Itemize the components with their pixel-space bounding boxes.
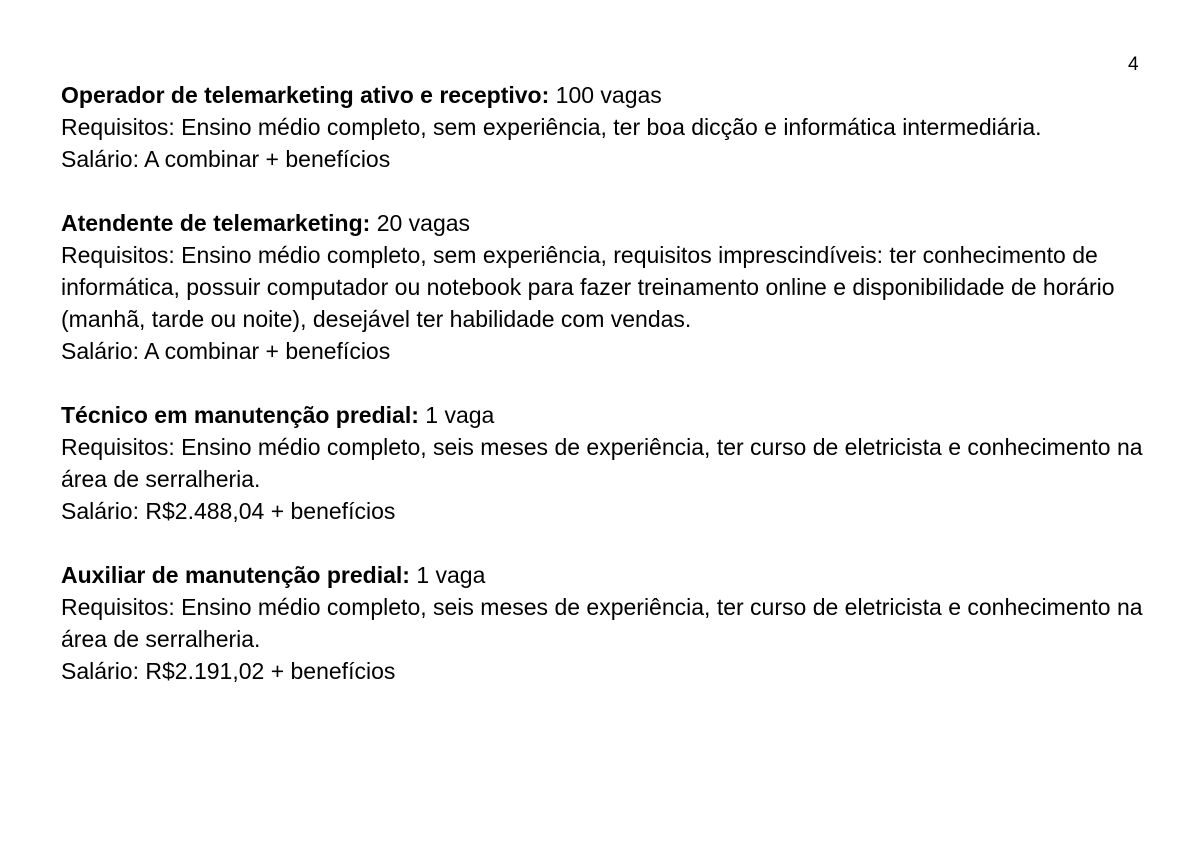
job-title-line bbox=[61, 207, 1161, 239]
job-salary: Salário: A combinar + benefícios bbox=[61, 146, 391, 172]
job-title: Atendente de telemarketing: bbox=[61, 210, 371, 236]
job-requirements: Requisitos: Ensino médio completo, sem experiência, ter boa dicção e informática intermediária. bbox=[61, 114, 1042, 140]
job-title-line bbox=[61, 559, 1161, 591]
job-title: Técnico em manutenção predial: bbox=[61, 402, 419, 428]
job-listing-maintenance-assistant bbox=[61, 559, 1161, 687]
job-openings: 100 vagas bbox=[555, 82, 662, 108]
job-openings: 1 vaga bbox=[425, 402, 495, 428]
job-listing-maintenance-technician bbox=[61, 399, 1161, 527]
job-listing-telemarketing-operator bbox=[61, 79, 1161, 175]
job-requirements: Requisitos: Ensino médio completo, seis meses de experiência, ter curso de eletricista e conhecimento na área de serralheria. bbox=[61, 594, 1143, 652]
job-salary: Salário: A combinar + benefícios bbox=[61, 338, 391, 364]
job-title-line bbox=[61, 399, 1161, 431]
job-openings: 20 vagas bbox=[376, 210, 471, 236]
job-salary: Salário: R$2.488,04 + benefícios bbox=[61, 498, 396, 524]
job-openings: 1 vaga bbox=[416, 562, 486, 588]
job-requirements: Requisitos: Ensino médio completo, seis meses de experiência, ter curso de eletricista e conhecimento na área de serralheria. bbox=[61, 434, 1143, 492]
job-title: Operador de telemarketing ativo e receptivo: bbox=[61, 82, 550, 108]
job-requirements: Requisitos: Ensino médio completo, sem experiência, requisitos imprescindíveis: ter conhecimento de informática, possuir computador ou notebook para fazer treinamento online e disponibilidade de horário (manhã, tarde ou noite), desejável ter habilidade com vendas. bbox=[61, 242, 1115, 332]
job-listing-telemarketing-attendant bbox=[61, 207, 1161, 367]
job-title: Auxiliar de manutenção predial: bbox=[61, 562, 410, 588]
page-number: 4 bbox=[1128, 54, 1139, 75]
job-salary: Salário: R$2.191,02 + benefícios bbox=[61, 658, 396, 684]
job-title-line bbox=[61, 79, 1161, 111]
job-listings bbox=[61, 79, 1161, 719]
